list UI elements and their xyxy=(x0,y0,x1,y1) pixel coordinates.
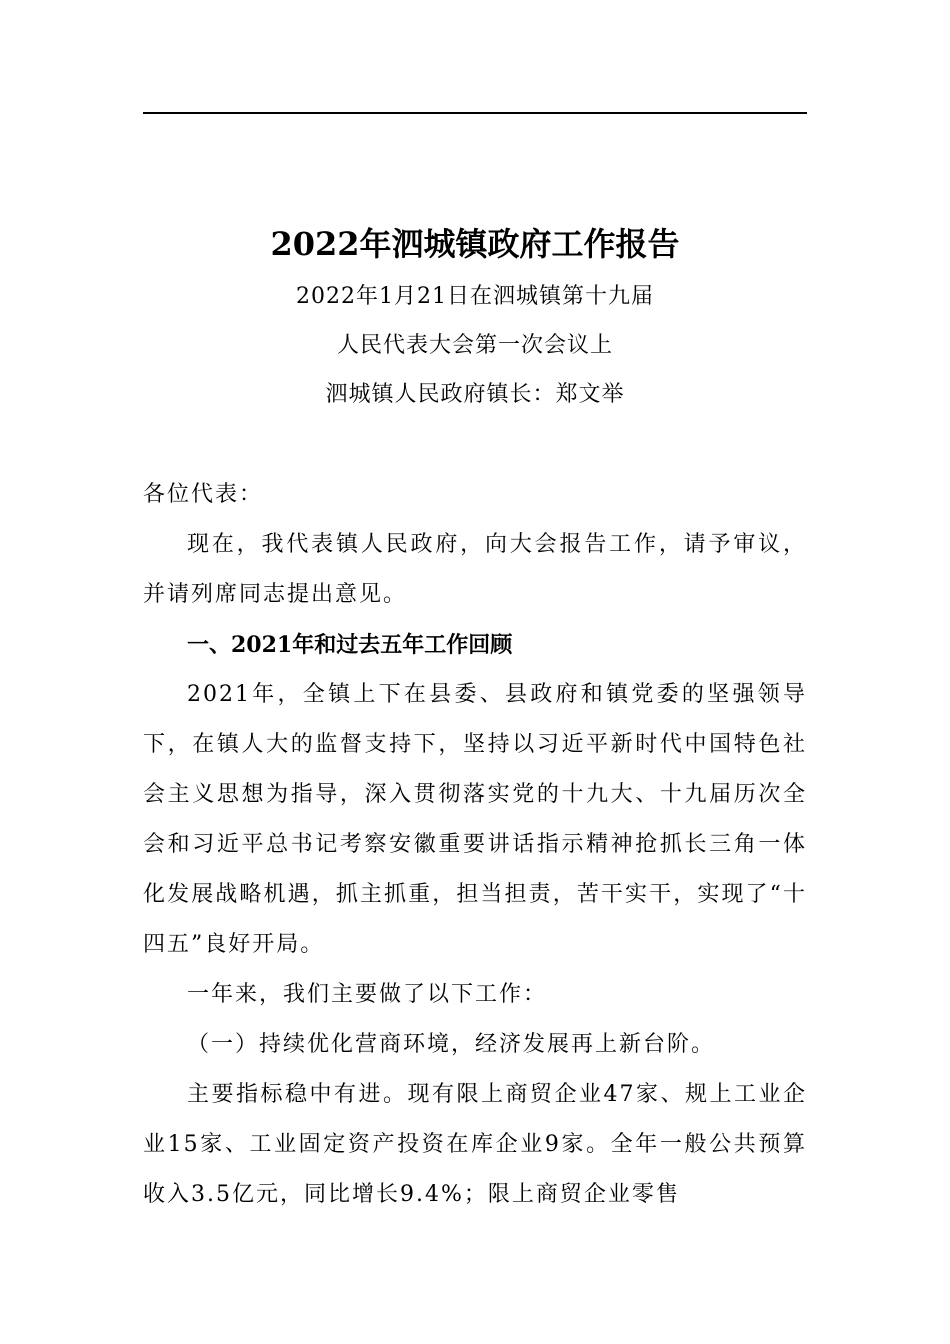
document-title: 2022年泗城镇政府工作报告 xyxy=(270,225,680,263)
work-intro-paragraph: 一年来，我们主要做了以下工作： xyxy=(187,982,548,1007)
subtitle-speaker-line: 泗城镇人民政府镇长：郑文举 xyxy=(325,382,625,407)
indicators-paragraph: 主要指标稳中有进。现有限上商贸企业47家、规上工业企业15家、工业固定资产投资在库企业9家。全年一般公共预算收入3.5亿元，同比增长9.4%；限上商贸企业零售 xyxy=(143,1082,807,1207)
report-body xyxy=(143,470,807,1220)
subsection-heading-business-environment: （一）持续优化营商环境，经济发展再上新台阶。 xyxy=(187,1032,716,1057)
opening-paragraph: 现在，我代表镇人民政府，向大会报告工作，请予审议，并请列席同志提出意见。 xyxy=(143,532,807,607)
subtitle-date-line: 2022年1月21日在泗城镇第十九届 xyxy=(296,284,654,309)
header-rule xyxy=(143,112,807,114)
salutation: 各位代表： xyxy=(143,482,264,507)
review-paragraph: 2021年，全镇上下在县委、县政府和镇党委的坚强领导下，在镇人大的监督支持下，坚持以习近平新时代中国特色社会主义思想为指导，深入贯彻落实党的十九大、十九届历次全会和习近平总书记考察安徽重要讲话指示精神抢抓长三角一体化发展战略机遇，抓主抓重，担当担责，苦干实干，实现了“十四五”良好开局。 xyxy=(143,682,807,957)
section-heading-review: 一、2021年和过去五年工作回顾 xyxy=(187,632,513,658)
subtitle-meeting-line: 人民代表大会第一次会议上 xyxy=(336,333,613,358)
